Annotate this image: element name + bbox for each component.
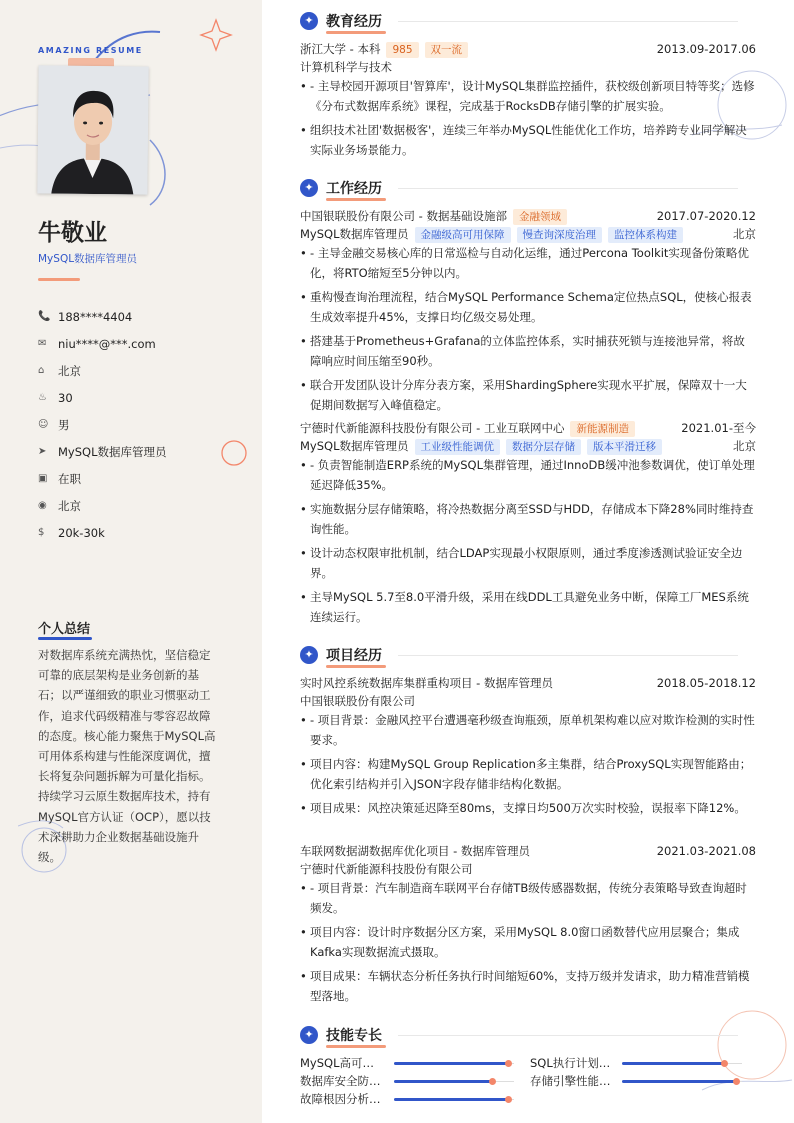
skill-level-dot [505,1096,512,1103]
project-header [300,842,756,860]
info-age [38,384,248,411]
info-text: MySQL数据库管理员 [58,444,167,459]
education-major: 计算机科学与技术 [300,60,392,74]
info-text: 30 [58,390,73,405]
home-icon: ⌂ [38,365,45,376]
job-tag: 工业级性能调优 [415,439,501,455]
job-bullet: • 联合开发团队设计分库分表方案，采用ShardingSphere实现水平扩展，保障双十一大促期间数据写入峰值稳定。 [300,375,756,415]
skill-level-dot [489,1078,496,1085]
job-tag: 数据分层存储 [506,439,581,455]
section-underline [326,198,386,201]
info-gender [38,411,248,438]
project-bullet: • - 项目背景：金融风控平台遭遇毫秒级查询瓶颈，原单机架构难以应对欺诈检测的实时性要求。 [300,710,756,750]
job-date: 2017.07-2020.12 [656,209,756,223]
skill-name: 数据库安全防… [300,1074,381,1088]
section-projects [300,644,760,666]
job-header [300,419,756,437]
skill-name: MySQL高可… [300,1056,374,1070]
info-city [38,357,248,384]
skill-bar [394,1098,508,1101]
info-text: niu****@***.com [58,336,156,351]
skill-level-dot [505,1060,512,1067]
job-bullet: • 实施数据分层存储策略，将冷热数据分离至SSD与HDD，存储成本下降28%同时维持查询性能。 [300,499,756,539]
education-bullet: • - 主导校园开源项目'智算库'，设计MySQL集群监控插件，获校级创新项目特等奖；选修《分布式数据库系统》课程，完成基于RocksDB存储引擎的扩展实验。 [300,76,756,116]
section-title: 技能专长 [326,1028,382,1044]
job-city: 北京 [733,439,756,453]
job-bullet: • - 主导金融交易核心库的日常巡检与自动化运维，通过Percona Toolkit实现备份策略优化，将RTO缩短至5分钟以内。 [300,243,756,283]
summary-title: 个人总结 [38,622,91,637]
project-bullet: • 项目成果：车辆状态分析任务执行时间缩短60%，支持万级并发请求，助力精准营销模型落地。 [300,966,756,1006]
skill-bar [622,1062,724,1065]
project-bullet: • - 项目背景：汽车制造商车联网平台存储TB级传感器数据，传统分表策略导致查询超时频发。 [300,878,756,918]
skill-name: 故障根因分析… [300,1092,381,1106]
info-text: 北京 [58,363,81,378]
job-company: 中国银联股份有限公司 - 数据基础设施部 [300,209,507,223]
star-icon: ✦ [300,12,318,30]
job-tag: 版本平滑迁移 [587,439,662,455]
skill-level-dot [721,1060,728,1067]
skill-name: 存储引擎性能… [530,1074,611,1088]
tagline: AMAZING RESUME [38,46,143,55]
project-date: 2018.05-2018.12 [656,676,756,690]
job-tag: 金融级高可用保障 [415,227,511,243]
job-bullet: • 设计动态权限审批机制，结合LDAP实现最小权限原则，通过季度渗透测试验证安全边界。 [300,543,756,583]
job-position: MySQL数据库管理员 [300,439,409,453]
candidate-role: MySQL数据库管理员 [38,253,138,265]
briefcase-icon: ▣ [38,473,48,484]
job-date: 2021.01-至今 [681,421,756,435]
skill-item [300,1054,524,1072]
photo-frame [38,66,148,194]
skill-item [300,1072,524,1090]
star-icon: ✦ [300,179,318,197]
education-header [300,40,756,58]
job-industry-tag: 金融领域 [513,209,567,225]
project-name: 实时风控系统数据库集群重构项目 - 数据库管理员 [300,676,553,690]
project-company: 中国银联股份有限公司 [300,694,415,708]
project-date: 2021.03-2021.08 [656,844,756,858]
info-text: 在职 [58,471,81,486]
project-company: 宁德时代新能源科技股份有限公司 [300,862,473,876]
section-rule [398,188,738,189]
section-work [300,177,760,199]
section-title: 工作经历 [326,181,382,197]
tag-985: 985 [386,42,418,58]
avatar [37,65,148,194]
project-name: 车联网数据湖数据库优化项目 - 数据库管理员 [300,844,530,858]
skill-name: SQL执行计划… [530,1056,611,1070]
section-rule [398,655,738,656]
skill-level-dot [733,1078,740,1085]
summary-text: 对数据库系统充满热忱，坚信稳定可靠的底层架构是业务创新的基石；以严谨细致的职业习惯驱动工作，追求代码级精准与零容忍故障的态度。核心能力聚焦于MySQL高可用体系构建与性能深度调优，擅长将复杂问题拆解为可量化指标。持续学习云原生数据库技术，持有MySQL官方认证（OCP），愿以技术深耕助力企业数据基础设施升级。 [38,648,216,865]
job-bullet: • 搭建基于Prometheus+Grafana的立体监控体系，实时捕获死锁与连接池异常，将故障响应时间压缩至90秒。 [300,331,756,371]
phone-icon: 📞 [38,311,51,322]
section-title: 项目经历 [326,648,382,664]
star-icon: ✦ [300,646,318,664]
info-salary [38,519,248,546]
skill-bar [622,1080,736,1083]
project-bullet: • 项目内容：构建MySQL Group Replication多主集群，结合ProxySQL实现智能路由；优化索引结构并引入JSON字段存储非结构化数据。 [300,754,756,794]
info-target-role [38,438,248,465]
section-education [300,10,760,32]
candidate-name: 牛敬业 [38,220,107,246]
star-icon: ✦ [300,1026,318,1044]
job-city: 北京 [733,227,756,241]
info-email [38,330,248,357]
info-text: 北京 [58,498,81,513]
school-name: 浙江大学 - 本科 [300,42,381,56]
sidebar [0,0,262,1123]
job-bullet: • - 负责智能制造ERP系统的MySQL集群管理，通过InnoDB缓冲池参数调优，使订单处理延迟降低35%。 [300,455,756,495]
info-status [38,465,248,492]
job-position: MySQL数据库管理员 [300,227,409,241]
location-icon: ◉ [38,500,47,511]
education-date: 2013.09-2017.06 [656,42,756,56]
section-rule [398,1035,738,1036]
skill-bar [394,1062,508,1065]
info-text: 20k-30k [58,525,105,540]
money-icon: $ [38,527,45,538]
main-content [262,0,794,1123]
project-bullet: • 项目内容：设计时序数据分区方案，采用MySQL 8.0窗口函数替代应用层聚合；集成Kafka实现数据流式摄取。 [300,922,756,962]
education-bullet: • 组织技术社团'数据极客'，连续三年举办MySQL性能优化工作坊，培养跨专业同学解决实际业务场景能力。 [300,120,756,160]
project-bullet: • 项目成果：风控决策延迟降至80ms，支撑日均500万次实时校验，误报率下降12%。 [300,798,756,818]
project-header [300,674,756,692]
job-position-row [300,437,756,455]
job-header [300,207,756,225]
cake-icon: ♨ [38,392,47,403]
job-tag: 监控体系构建 [608,227,683,243]
job-position-row [300,225,756,243]
skill-item [530,1072,752,1090]
info-text: 男 [58,417,70,432]
skill-bar [394,1080,492,1083]
send-icon: ➤ [38,446,47,457]
smile-icon: ☺ [38,419,49,430]
section-rule [398,21,738,22]
section-underline [326,31,386,34]
role-underline [38,278,80,281]
skill-item [300,1090,524,1108]
section-underline [326,665,386,668]
job-industry-tag: 新能源制造 [570,421,635,437]
job-tag: 慢查询深度治理 [517,227,603,243]
section-skills [300,1024,760,1046]
info-text: 188****4404 [58,309,133,324]
job-bullet: • 重构慢查询治理流程，结合MySQL Performance Schema定位热点SQL，使核心报表生成效率提升45%，支撑日均亿级交易处理。 [300,287,756,327]
section-title: 教育经历 [326,14,382,30]
tag-double-first: 双一流 [425,42,469,58]
info-location [38,492,248,519]
mail-icon: ✉ [38,338,47,349]
skill-item [530,1054,752,1072]
info-phone [38,303,248,330]
job-bullet: • 主导MySQL 5.7至8.0平滑升级，采用在线DDL工具避免业务中断，保障工厂MES系统连续运行。 [300,587,756,627]
contact-info [38,303,248,546]
summary-underline [38,637,92,640]
section-underline [326,1045,386,1048]
job-company: 宁德时代新能源科技股份有限公司 - 工业互联网中心 [300,421,565,435]
